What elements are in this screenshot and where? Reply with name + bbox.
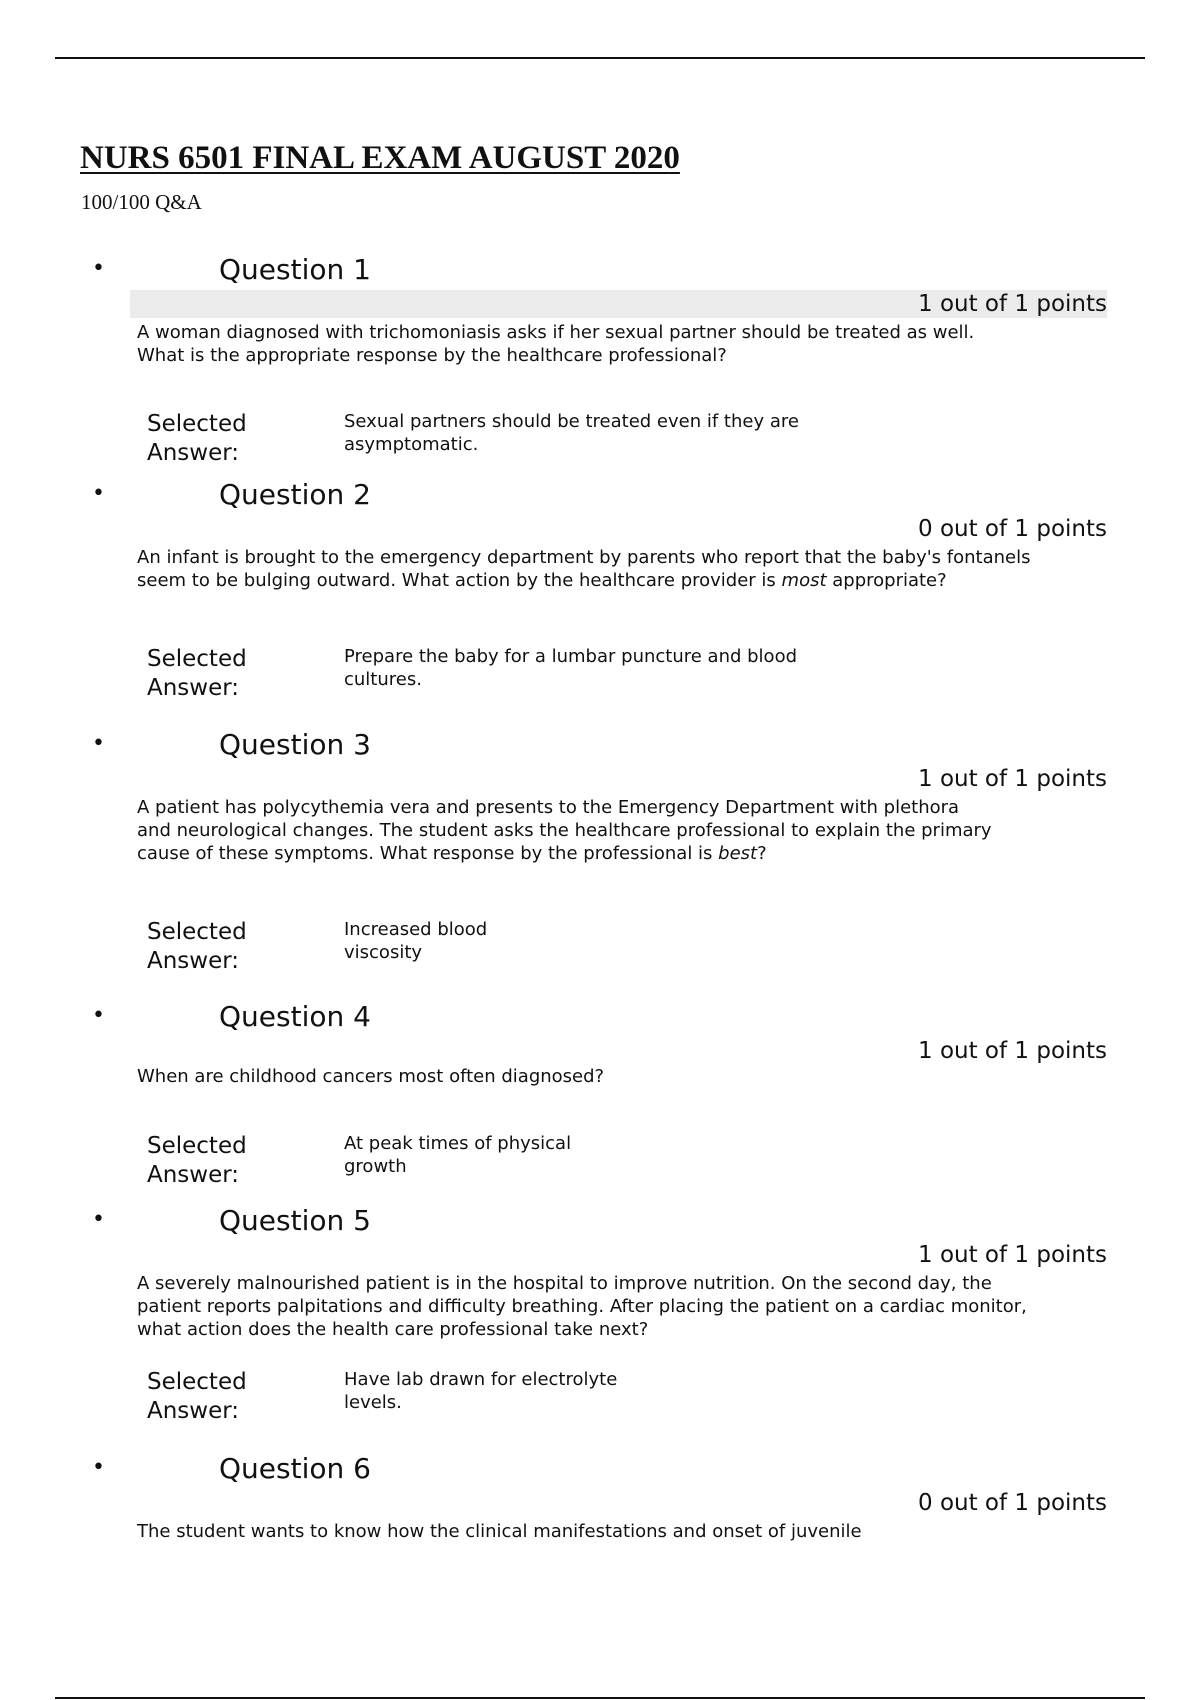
question-item	[0, 728, 1200, 1000]
page-subtitle: 100/100 Q&A	[81, 190, 202, 214]
question-item	[0, 478, 1200, 728]
question-list	[0, 253, 1200, 1562]
question-heading: Question 4	[219, 1000, 371, 1033]
question-heading: Question 5	[219, 1204, 371, 1237]
score-bar	[130, 290, 1107, 318]
selected-answer-value: Have lab drawn for electrolyte levels.	[344, 1369, 618, 1413]
score-bar	[130, 1489, 1107, 1517]
question-heading: Question 1	[219, 253, 371, 286]
score-bar	[130, 1037, 1107, 1065]
question-heading: Question 6	[219, 1452, 371, 1485]
selected-answer-value: Prepare the baby for a lumbar puncture and blood cultures.	[344, 646, 798, 690]
bullet-icon: •	[92, 481, 105, 506]
bullet-icon: •	[92, 256, 105, 281]
selected-answer-label: Selected Answer:	[147, 646, 247, 701]
score-bar	[130, 515, 1107, 543]
question-text: A severely malnourished patient is in the hospital to improve nutrition. On the second day, the patient reports palpitations and difficulty breathing. After placing the patient on a cardiac monitor, what action does the health care professional take next?	[137, 1273, 1027, 1340]
question-item	[0, 1204, 1200, 1452]
question-text: A patient has polycythemia vera and presents to the Emergency Department with plethora and neurological changes. The student asks the healthcare professional to explain the primary cause of these symptoms. What response by the professional is best?	[137, 797, 992, 864]
question-text: The student wants to know how the clinical manifestations and onset of juvenile	[137, 1521, 862, 1542]
bullet-icon: •	[92, 1207, 105, 1232]
score-bar	[130, 765, 1107, 793]
question-score: 0 out of 1 points	[918, 516, 1107, 542]
question-heading: Question 2	[219, 478, 371, 511]
question-item	[0, 1452, 1200, 1562]
question-score: 0 out of 1 points	[918, 1490, 1107, 1516]
bullet-icon: •	[92, 1003, 105, 1028]
question-item	[0, 253, 1200, 478]
selected-answer-label: Selected Answer:	[147, 411, 247, 466]
question-text: A woman diagnosed with trichomoniasis asks if her sexual partner should be treated as well. What is the appropriate response by the healthcare professional?	[137, 322, 975, 366]
selected-answer-value: At peak times of physical growth	[344, 1133, 572, 1177]
selected-answer-value: Increased blood viscosity	[344, 919, 488, 963]
question-score: 1 out of 1 points	[918, 766, 1107, 792]
bullet-icon: •	[92, 1455, 105, 1480]
question-heading: Question 3	[219, 728, 371, 761]
selected-answer-label: Selected Answer:	[147, 1369, 247, 1424]
score-bar	[130, 1241, 1107, 1269]
question-score: 1 out of 1 points	[918, 1242, 1107, 1268]
selected-answer-label: Selected Answer:	[147, 1133, 247, 1188]
top-rule	[55, 57, 1145, 59]
bottom-rule	[55, 1697, 1145, 1699]
question-text: When are childhood cancers most often diagnosed?	[137, 1066, 605, 1087]
question-score: 1 out of 1 points	[918, 1038, 1107, 1064]
selected-answer-value: Sexual partners should be treated even if they are asymptomatic.	[344, 411, 799, 455]
question-score: 1 out of 1 points	[918, 291, 1107, 317]
bullet-icon: •	[92, 731, 105, 756]
selected-answer-label: Selected Answer:	[147, 919, 247, 974]
question-item	[0, 1000, 1200, 1204]
page-title: NURS 6501 FINAL EXAM AUGUST 2020	[80, 140, 680, 176]
question-text: An infant is brought to the emergency department by parents who report that the baby's fontanels seem to be bulging outward. What action by the healthcare provider is most appropriate?	[137, 547, 1031, 591]
